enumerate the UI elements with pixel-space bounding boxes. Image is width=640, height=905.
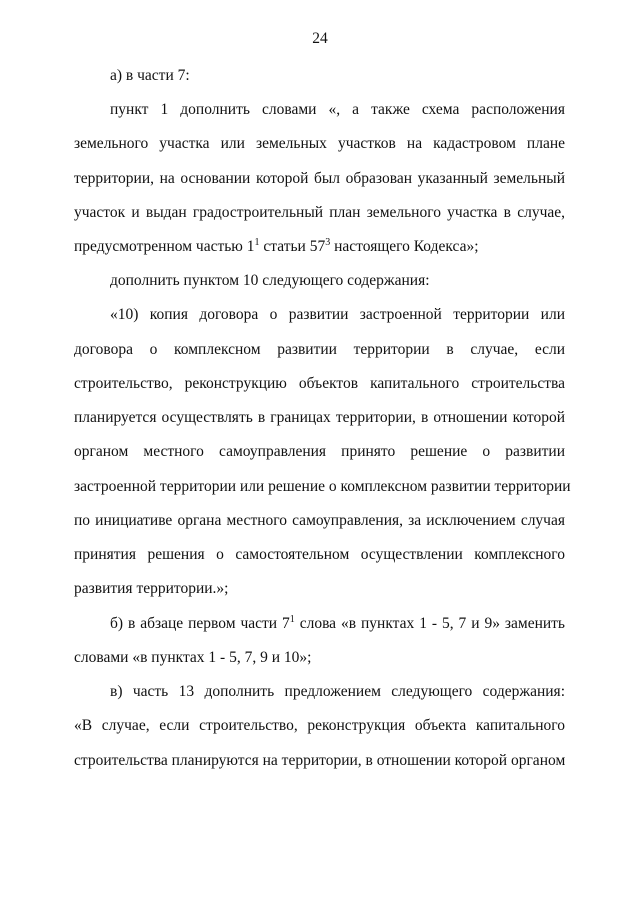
text-line: договора о комплексном развитии территории в случае, если: [74, 341, 565, 358]
text-line: [74, 237, 565, 257]
page-number: 24: [312, 30, 328, 47]
superscript: 1: [289, 614, 295, 625]
text-line: пункт 1 дополнить словами «, а также схема расположения: [110, 101, 565, 118]
text-line: застроенной территории или решение о комплексном развитии территории: [74, 478, 571, 495]
text-line: «10) копия договора о развитии застроенной территории или: [110, 306, 565, 323]
superscript: 1: [254, 237, 260, 248]
text-line: территории, на основании которой был образован указанный земельный: [74, 170, 565, 187]
text-line: «В случае, если строительство, реконструкция объекта капитального: [74, 717, 565, 734]
text-line: участок и выдан градостроительный план земельного участка в случае,: [74, 204, 565, 221]
text-line: дополнить пунктом 10 следующего содержания:: [110, 272, 430, 289]
text-fragment: [110, 615, 295, 632]
text-fragment: б) в абзаце первом части 7: [110, 615, 290, 632]
text-line: словами «в пунктах 1 - 5, 7, 9 и 10»;: [74, 649, 312, 666]
text-line: строительства планируются на территории, в отношении которой органом: [74, 752, 566, 769]
text-line: земельного участка или земельных участков на кадастровом плане: [74, 135, 565, 152]
text-line: развития территории.»;: [74, 580, 229, 597]
text-line: а) в части 7:: [110, 67, 190, 84]
text-fragment: статьи 57: [259, 238, 326, 255]
text-line: строительство, реконструкцию объектов капитального строительства: [74, 375, 565, 392]
text-line: планируется осуществлять в границах территории, в отношении которой: [74, 409, 565, 426]
text-line: органом местного самоуправления принято решение о развитии: [74, 443, 565, 460]
text-line: [110, 614, 565, 634]
text-fragment: слова «в пунктах 1 - 5, 7 и 9» заменить: [299, 615, 566, 632]
text-fragment: предусмотренном частью 1: [74, 238, 255, 255]
text-fragment: настоящего Кодекса»;: [330, 238, 479, 255]
superscript: 3: [325, 237, 331, 248]
text-line: в) часть 13 дополнить предложением следующего содержания:: [110, 683, 565, 700]
text-line: по инициативе органа местного самоуправления, за исключением случая: [74, 512, 565, 529]
text-line: принятия решения о самостоятельном осуществлении комплексного: [74, 546, 565, 563]
